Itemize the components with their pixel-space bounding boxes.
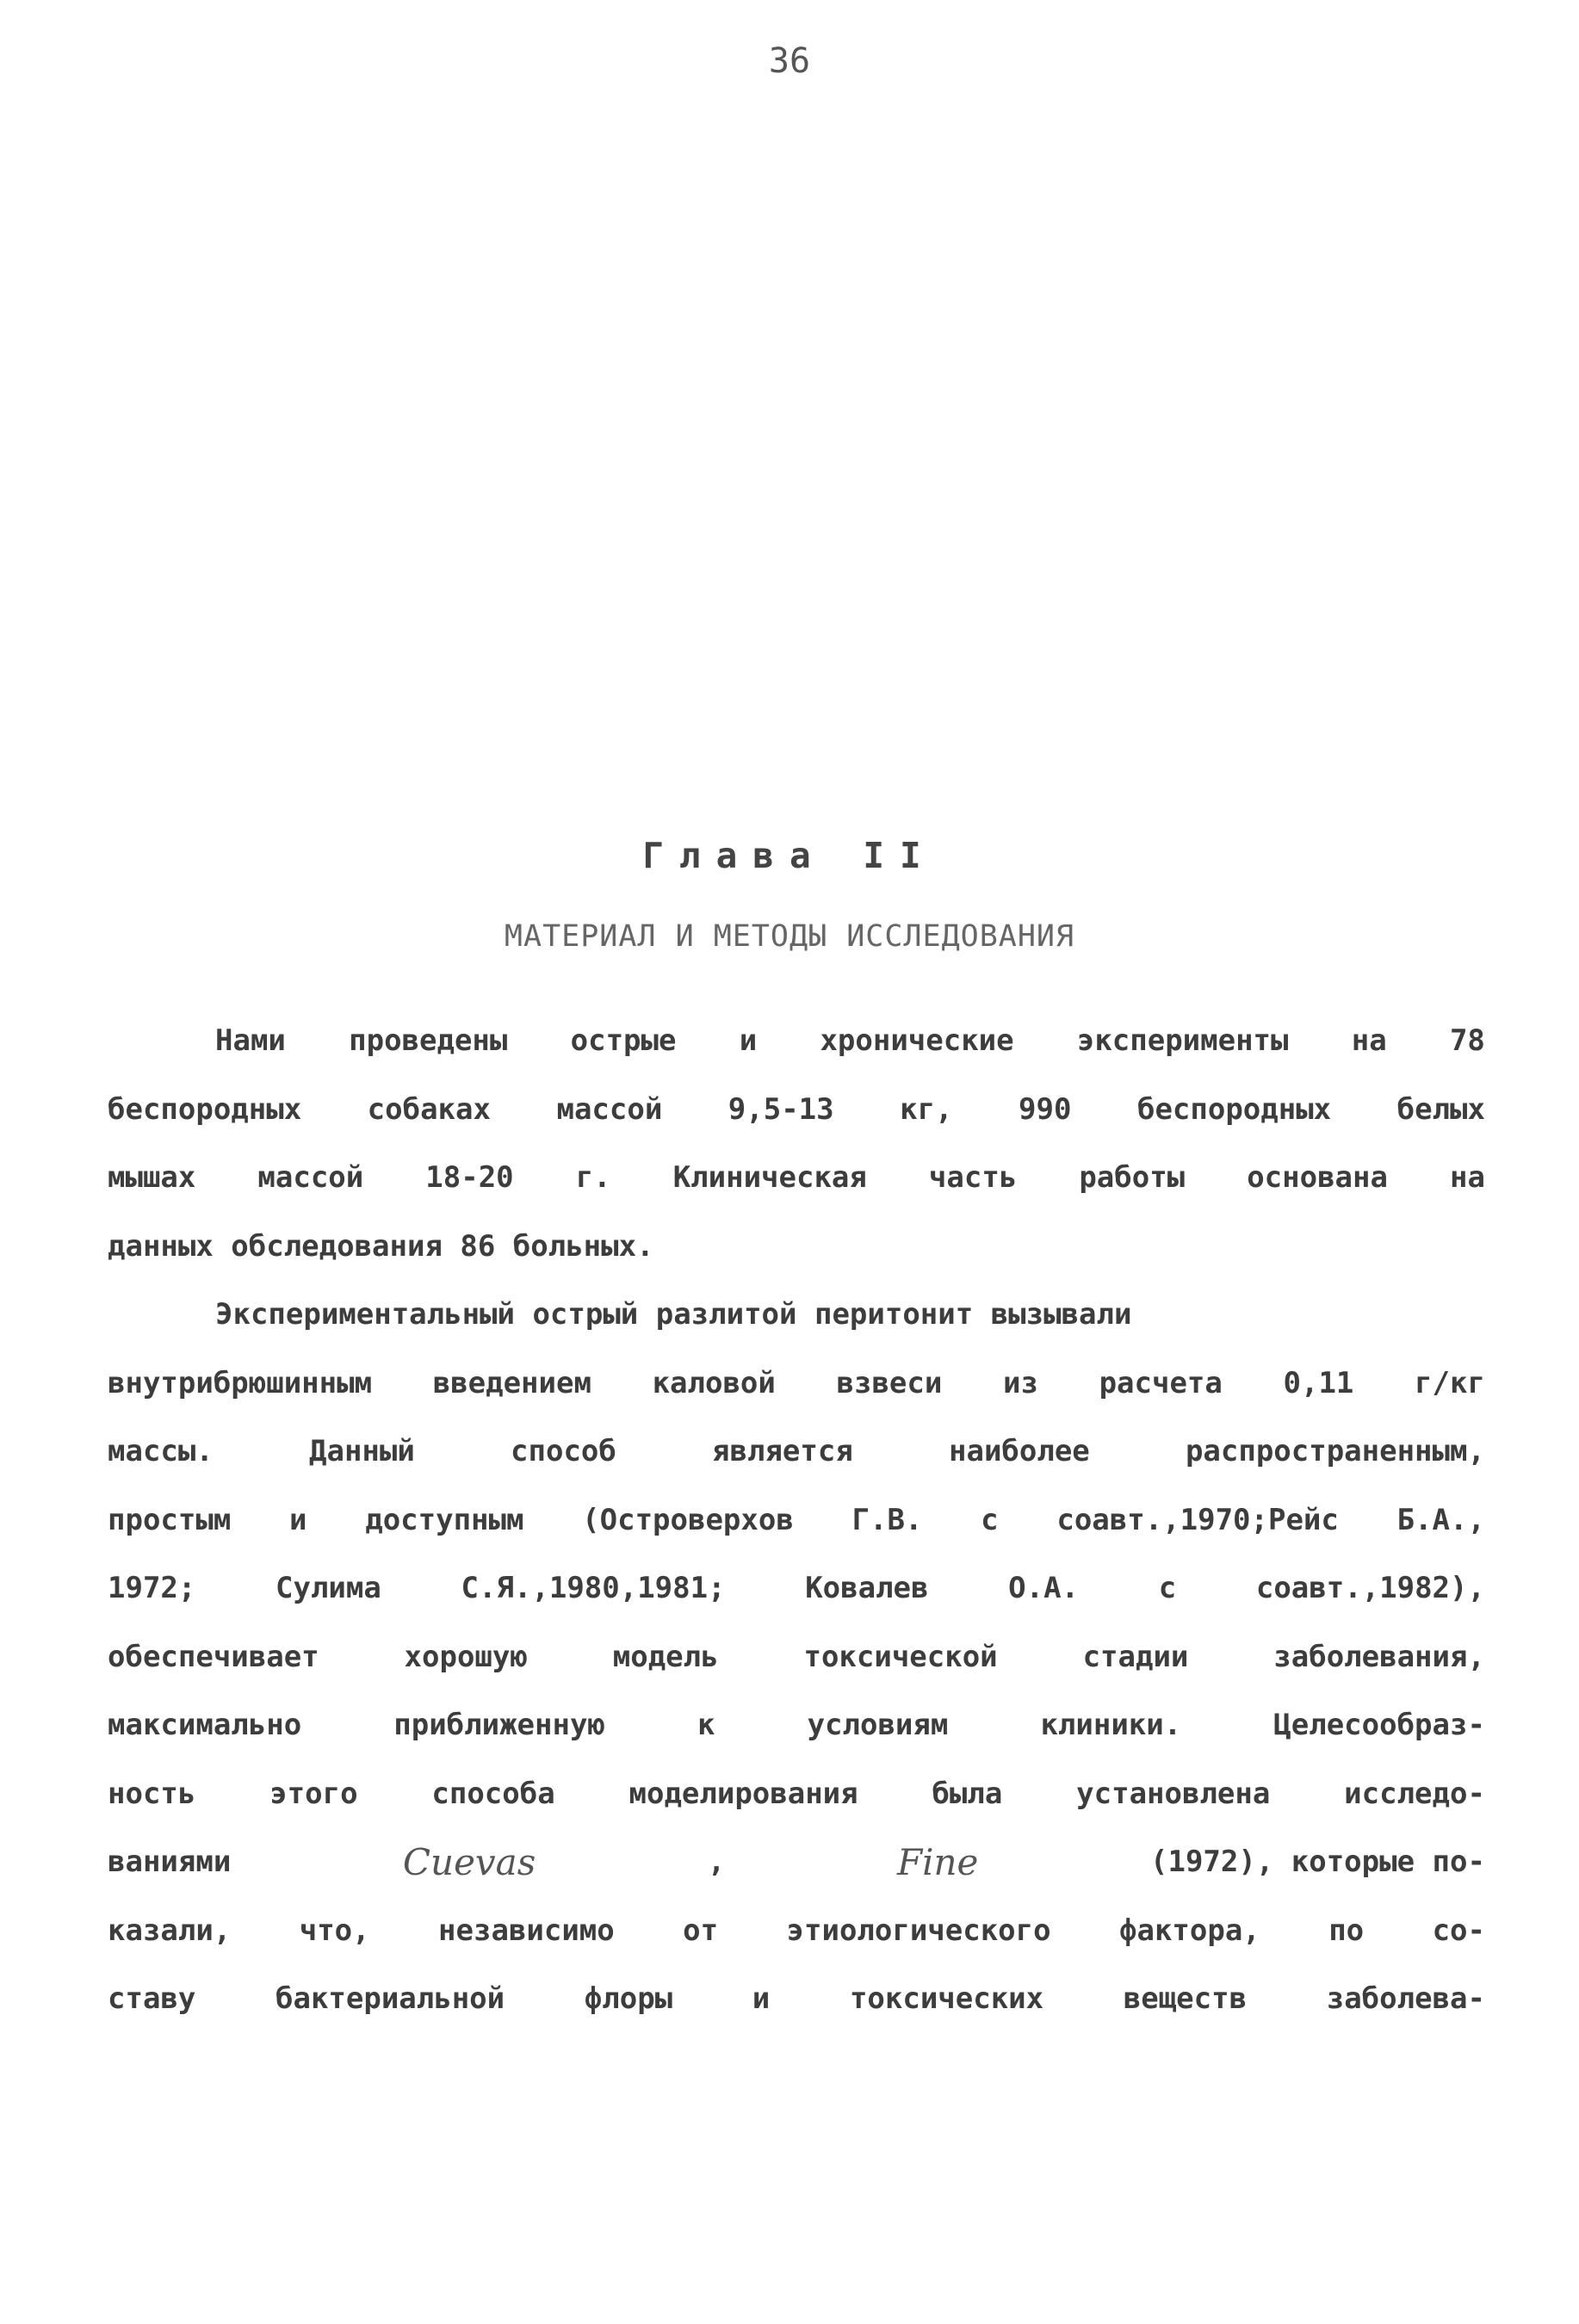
word: 18-20: [425, 1160, 514, 1195]
text-line: [108, 1350, 1485, 1419]
word: бактериальной: [276, 1981, 505, 2016]
word: обеспечивает: [108, 1639, 319, 1674]
word: максимально: [108, 1708, 302, 1742]
word: от: [683, 1913, 719, 1948]
text-line: [108, 1007, 1485, 1076]
word: расчета: [1099, 1365, 1223, 1400]
word: Нами: [215, 1023, 286, 1058]
word: эксперименты: [1076, 1023, 1289, 1058]
handwritten-author-name: Cuevas: [402, 1841, 536, 1883]
word: 990: [1019, 1091, 1072, 1127]
word: хорошую: [404, 1639, 528, 1674]
word: О.А.: [1008, 1571, 1080, 1605]
text-line: [108, 1623, 1485, 1692]
word: (Островерхов: [582, 1502, 794, 1537]
text-line: [108, 1554, 1485, 1623]
word: моделирования: [629, 1776, 858, 1811]
word: острые: [570, 1023, 677, 1058]
text-line: [108, 1076, 1485, 1145]
text-line: [108, 1965, 1485, 2034]
word: 1972;: [108, 1571, 196, 1605]
word: наиболее: [949, 1434, 1090, 1468]
word: ность: [108, 1776, 196, 1811]
word: проведены: [349, 1023, 508, 1058]
word: этиологического: [786, 1913, 1051, 1948]
word: ставу: [108, 1981, 196, 2016]
word: Ковалев: [805, 1571, 929, 1605]
word: 78: [1449, 1023, 1485, 1058]
word: способа: [431, 1776, 555, 1811]
word: к: [697, 1708, 715, 1742]
text-segment: ,: [707, 1845, 726, 1879]
word: массой: [556, 1091, 663, 1127]
page-number: 36: [768, 41, 811, 81]
word: веществ: [1123, 1981, 1248, 2016]
word: способ: [511, 1434, 616, 1468]
word: доступным: [365, 1502, 524, 1537]
word: 0,11: [1283, 1365, 1354, 1400]
word: стадии: [1082, 1639, 1189, 1674]
text-line: [108, 1486, 1485, 1555]
word: часть: [928, 1160, 1018, 1195]
word: флоры: [584, 1981, 673, 2016]
word: соавт.,1982),: [1255, 1571, 1485, 1605]
word: Сулима: [276, 1571, 381, 1605]
text-segment: ваниями: [108, 1845, 232, 1879]
word: и: [739, 1023, 758, 1058]
word: на: [1351, 1023, 1387, 1058]
word: массой: [257, 1160, 364, 1195]
chapter-title: Глава II: [642, 835, 937, 876]
word: Целесообраз-: [1273, 1708, 1485, 1742]
chapter-subtitle: МАТЕРИАЛ И МЕТОДЫ ИССЛЕДОВАНИЯ: [504, 919, 1075, 954]
word: заболевания,: [1273, 1639, 1485, 1674]
word: заболева-: [1326, 1981, 1485, 2016]
word: белых: [1396, 1091, 1485, 1127]
word: каловой: [652, 1365, 776, 1400]
word: является: [712, 1434, 853, 1468]
word: фактора,: [1119, 1913, 1260, 1948]
word: работы: [1079, 1160, 1186, 1195]
word: клиники.: [1040, 1708, 1182, 1742]
word: условиям: [807, 1708, 949, 1742]
word: кг,: [900, 1091, 953, 1127]
word: хронические: [820, 1023, 1014, 1058]
text-line: [108, 1144, 1485, 1213]
word: токсической: [803, 1639, 998, 1674]
text-line: [108, 1691, 1485, 1760]
text-line: [108, 1760, 1485, 1829]
word: исследо-: [1344, 1776, 1485, 1811]
word: распространенным,: [1185, 1434, 1485, 1468]
word: Г.В.: [851, 1502, 923, 1537]
text-line: данных обследования 86 больных.: [108, 1228, 654, 1264]
word: массы.: [108, 1434, 214, 1468]
word: на: [1450, 1160, 1485, 1195]
word: собаках: [367, 1091, 491, 1127]
text-line: [108, 1897, 1485, 1966]
text-line: [108, 1828, 1485, 1897]
text-segment: (1972), которые по-: [1150, 1845, 1485, 1879]
word: Данный: [309, 1434, 415, 1468]
word: беспородных: [1136, 1091, 1332, 1127]
word: 9,5-13: [728, 1091, 834, 1127]
word: основана: [1247, 1160, 1388, 1195]
word: модель: [612, 1639, 719, 1674]
word: по: [1328, 1913, 1365, 1948]
word: и: [289, 1502, 307, 1537]
text-line: Экспериментальный острый разлитой перитонит вызывали: [215, 1297, 1132, 1332]
word: со-: [1432, 1913, 1485, 1948]
word: этого: [269, 1776, 358, 1811]
word: простым: [108, 1502, 232, 1537]
word: приближенную: [393, 1708, 605, 1742]
word: С.Я.,1980,1981;: [461, 1571, 726, 1605]
word: была: [932, 1776, 1003, 1811]
word: г/кг: [1415, 1365, 1485, 1400]
word: мышах: [108, 1160, 196, 1195]
handwritten-author-name: Fine: [896, 1841, 979, 1883]
body-text: [108, 1007, 1485, 2034]
word: взвеси: [836, 1365, 943, 1400]
word: Б.А.,: [1396, 1502, 1485, 1537]
word: с: [1158, 1571, 1177, 1605]
word: с: [981, 1502, 999, 1537]
word: что,: [299, 1913, 370, 1948]
word: г.: [575, 1160, 611, 1195]
word: Клиническая: [672, 1160, 867, 1195]
word: внутрибрюшинным: [108, 1365, 373, 1400]
word: казали,: [108, 1913, 232, 1948]
word: установлена: [1076, 1776, 1271, 1811]
word: введением: [432, 1365, 591, 1400]
word: и: [752, 1981, 771, 2016]
word: токсических: [849, 1981, 1044, 2016]
text-line: [108, 1418, 1485, 1486]
word: независимо: [438, 1913, 615, 1948]
word: беспородных: [108, 1091, 302, 1127]
word: соавт.,1970;Рейс: [1056, 1502, 1339, 1537]
word: из: [1002, 1365, 1038, 1400]
